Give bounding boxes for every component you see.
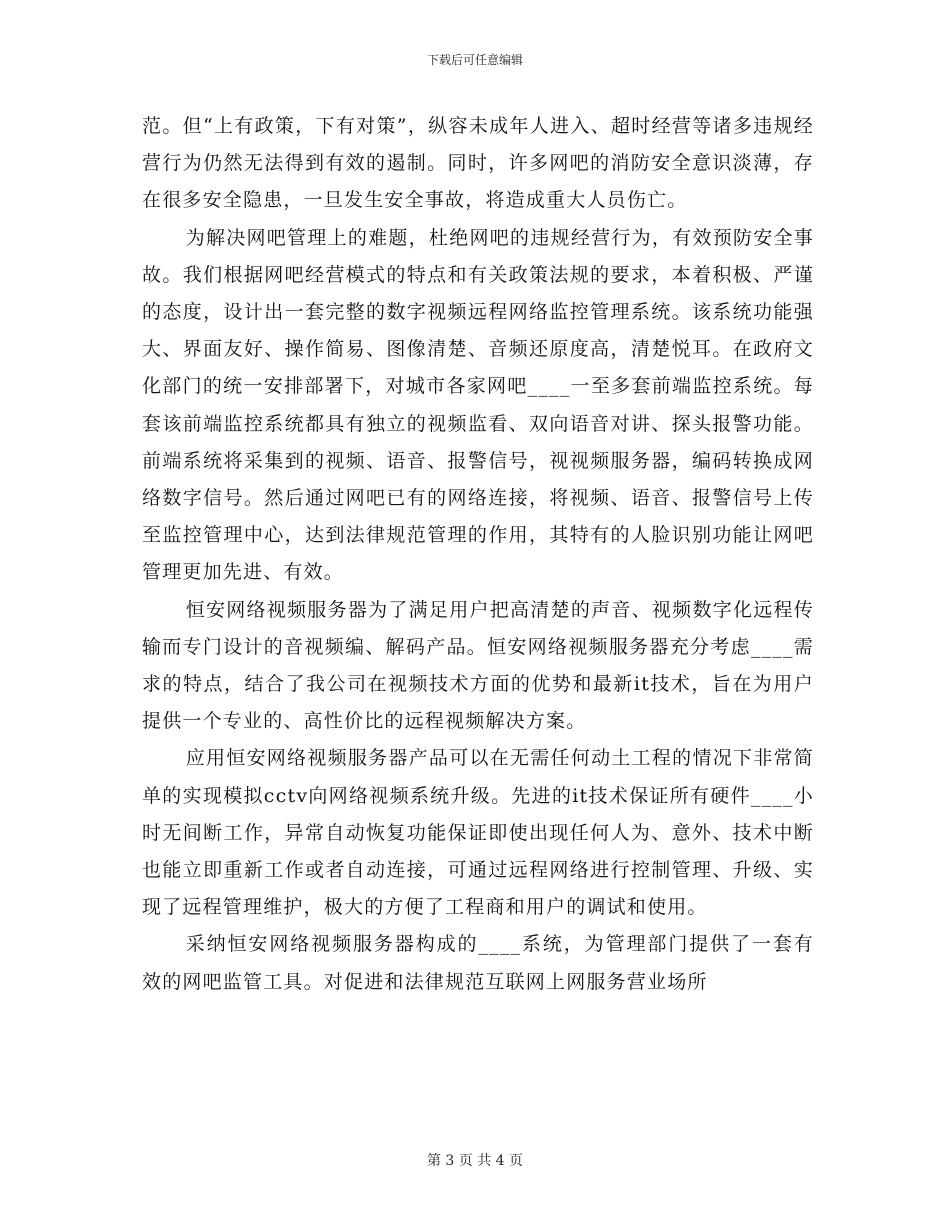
paragraph-2: 为解决网吧管理上的难题，杜绝网吧的违规经营行为，有效预防安全事故。我们根据网吧经营模式的特点和有关政策法规的要求，本着积极、严谨的态度，设计出一套完整的数字视频远程网络监控管理系统。该系统功能强大、界面友好、操作简易、图像清楚、音频还原度高，清楚悦耳。在政府文化部门的统一安排部署下，对城市各家网吧____一至多套前端监控系统。每套该前端监控系统都具有独立的视频监看、双向语音对讲、探头报警功能。前端系统将采集到的视频、语音、报警信号，视视频服务器，编码转换成网络数字信号。然后通过网吧已有的网络连接，将视频、语音、报警信号上传至监控管理中心，达到法律规范管理的作用，其特有的人脸识别功能让网吧管理更加先进、有效。 bbox=[142, 226, 814, 584]
paragraph-4: 应用恒安网络视频服务器产品可以在无需任何动土工程的情况下非常简单的实现模拟cctv向网络视频系统升级。先进的it技术保证所有硬件____小时无间断工作，异常自动恢复功能保证即使出现任何人为、意外、技术中断也能立即重新工作或者自动连接，可通过远程网络进行控制管理、升级、实现了远程管理维护，极大的方便了工程商和用户的调试和使用。 bbox=[142, 747, 814, 919]
page-number-footer: 第 3 页 共 4 页 bbox=[426, 1153, 524, 1169]
page-header-note: 下载后可任意编辑 bbox=[426, 53, 523, 67]
paragraph-1: 范。但“上有政策，下有对策”，纵容未成年人进入、超时经营等诸多违规经营行为仍然无法得到有效的遏制。同时，许多网吧的消防安全意识淡薄，存在很多安全隐患，一旦发生安全事故，将造成重大人员伤亡。 bbox=[142, 115, 814, 212]
paragraph-5: 采纳恒安网络视频服务器构成的____系统，为管理部门提供了一套有效的网吧监管工具。对促进和法律规范互联网上网服务营业场所 bbox=[142, 933, 814, 993]
document-body bbox=[142, 108, 814, 1001]
paragraph-3: 恒安网络视频服务器为了满足用户把高清楚的声音、视频数字化远程传输而专门设计的音视频编、解码产品。恒安网络视频服务器充分考虑____需求的特点，结合了我公司在视频技术方面的优势和最新it技术，旨在为用户提供一个专业的、高性价比的远程视频解决方案。 bbox=[142, 598, 814, 733]
